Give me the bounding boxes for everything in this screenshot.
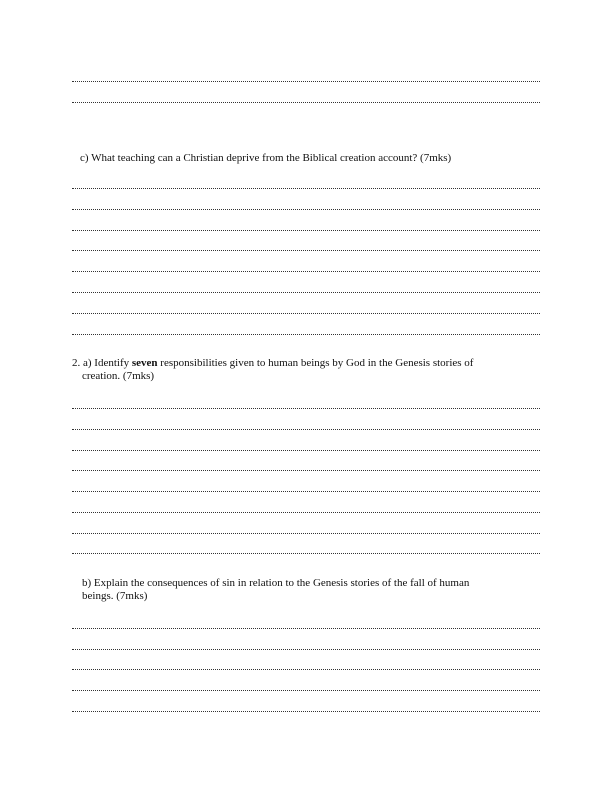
question-text-continuation: creation. (7mks) (82, 370, 155, 382)
answer-line[interactable] (72, 649, 540, 650)
question-text-start: Identify (94, 357, 130, 369)
question-1c (80, 152, 550, 165)
answer-line[interactable] (72, 669, 540, 670)
question-text-rest: responsibilities given to human beings by God in the Genesis stories of (160, 357, 474, 369)
answer-line[interactable] (72, 313, 540, 314)
question-emphasis: seven (131, 357, 158, 369)
question-text-continuation: beings. (7mks) (82, 590, 148, 602)
answer-line[interactable] (72, 553, 540, 554)
answer-line[interactable] (72, 533, 540, 534)
answer-line[interactable] (72, 450, 540, 451)
answer-line[interactable] (72, 690, 540, 691)
question-label: b) (82, 577, 92, 589)
answer-line[interactable] (72, 408, 540, 409)
answer-line[interactable] (72, 102, 540, 103)
answer-line[interactable] (72, 512, 540, 513)
answer-line[interactable] (72, 188, 540, 189)
question-2a (72, 357, 552, 383)
answer-line[interactable] (72, 628, 540, 629)
answer-line[interactable] (72, 711, 540, 712)
question-label: a) (83, 357, 92, 369)
question-label: c) (80, 152, 89, 164)
answer-line[interactable] (72, 230, 540, 231)
answer-line[interactable] (72, 271, 540, 272)
question-text: Explain the consequences of sin in relation to the Genesis stories of the fall of human (93, 577, 470, 589)
answer-line[interactable] (72, 250, 540, 251)
answer-line[interactable] (72, 470, 540, 471)
answer-line[interactable] (72, 292, 540, 293)
answer-line[interactable] (72, 81, 540, 82)
answer-line[interactable] (72, 491, 540, 492)
answer-line[interactable] (72, 429, 540, 430)
question-text: What teaching can a Christian deprive from the Biblical creation account? (7mks) (91, 152, 452, 164)
question-number: 2. (72, 357, 81, 369)
question-2b (82, 577, 552, 603)
answer-line[interactable] (72, 334, 540, 335)
answer-line[interactable] (72, 209, 540, 210)
